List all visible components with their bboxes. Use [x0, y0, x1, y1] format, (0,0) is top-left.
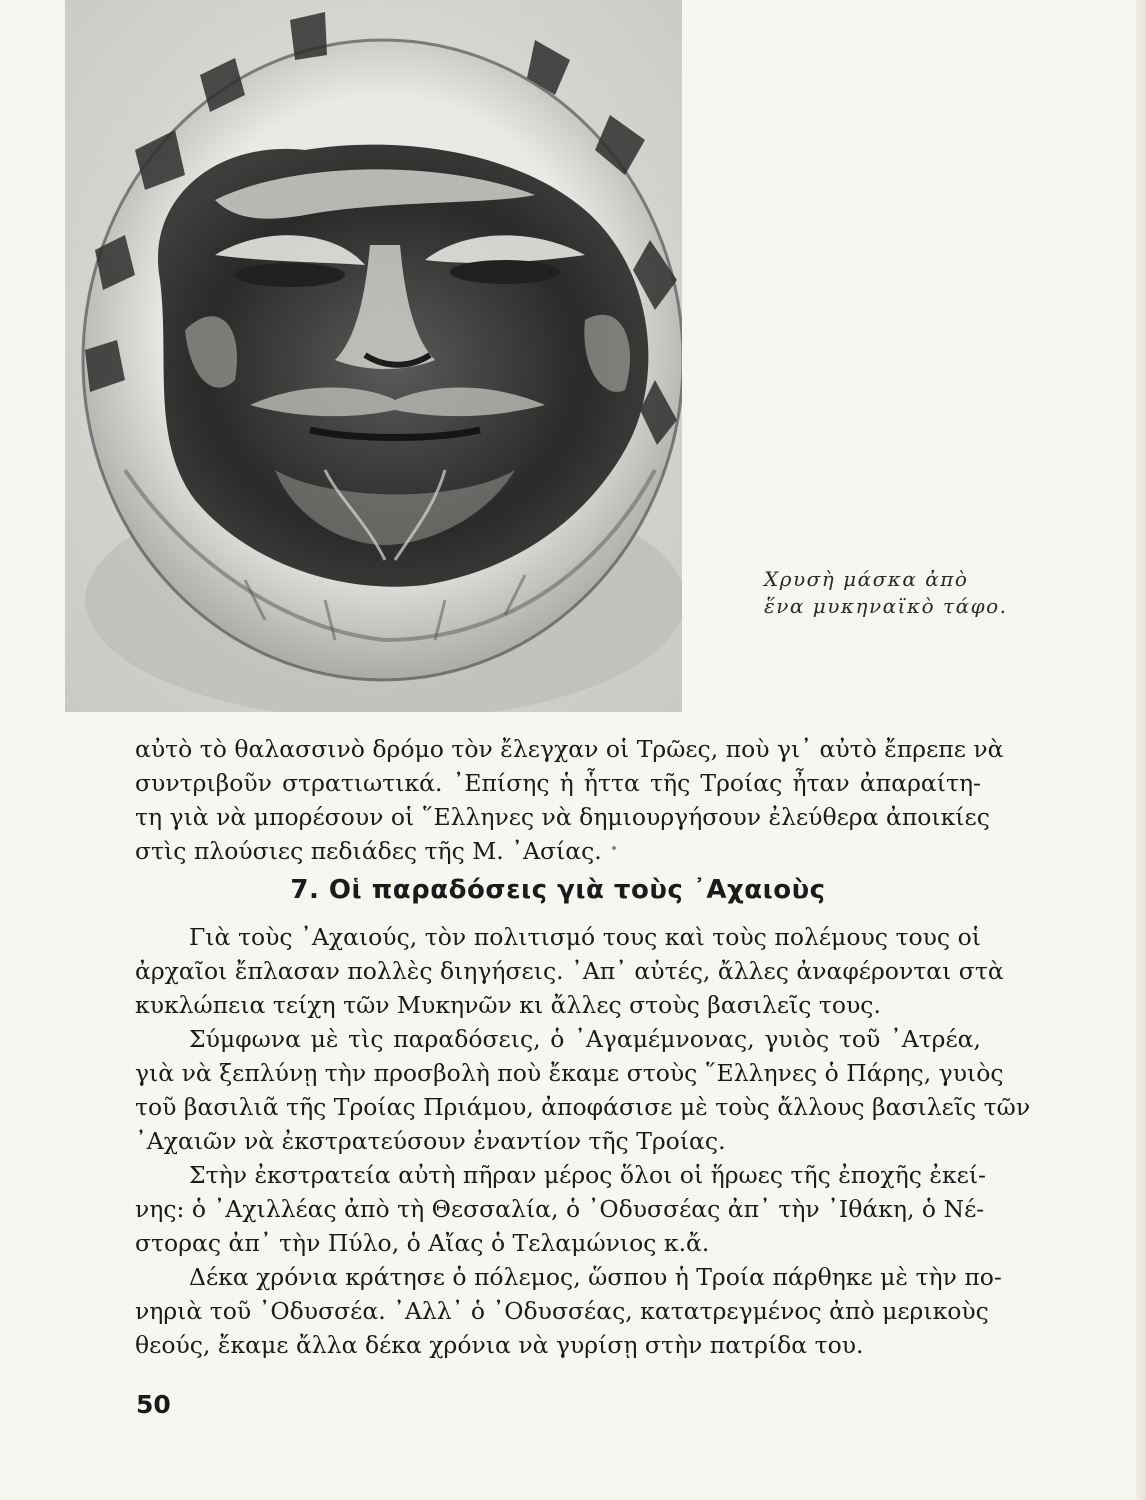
text-line: θεούς, ἔκαμε ἄλλα δέκα χρόνια νὰ γυρίσῃ στὴν πατρίδα του.: [135, 1331, 864, 1359]
text-line: ᾿Αχαιῶν νὰ ἐκστρατεύσουν ἐναντίον τῆς Τροίας.: [135, 1127, 726, 1155]
text-line: τοῦ βασιλιᾶ τῆς Τροίας Πριάμου, ἀποφάσισε μὲ τοὺς ἄλλους βασιλεῖς τῶν: [135, 1093, 1031, 1121]
page-number: 50: [136, 1390, 171, 1419]
text-line: Γιὰ τοὺς ᾿Αχαιούς, τὸν πολιτισμό τους καὶ τοὺς πολέμους τους οἱ: [189, 923, 981, 951]
section-body: [135, 920, 1031, 1362]
text-line: στορας ἀπ᾿ τὴν Πύλο, ὁ Αἴας ὁ Τελαμώνιος κ.ἄ.: [135, 1229, 710, 1257]
text-line: κυκλώπεια τείχη τῶν Μυκηνῶν κι ἄλλες στοὺς βασιλεῖς τους.: [135, 991, 881, 1019]
text-line: αὐτὸ τὸ θαλασσινὸ δρόμο τὸν ἔλεγχαν οἱ Τρῶες, ποὺ γι᾿ αὐτὸ ἔπρεπε νὰ: [135, 735, 1004, 763]
caption-line: Χρυσὴ μάσκα ἀπὸ: [764, 567, 969, 591]
text-line: γιὰ νὰ ξεπλύνῃ τὴν προσβολὴ ποὺ ἔκαμε στοὺς ῞Ελληνες ὁ Πάρης, γυιὸς: [135, 1059, 1004, 1087]
page-edge: [1136, 0, 1146, 1500]
text-line: ἀρχαῖοι ἔπλασαν πολλὲς διηγήσεις. ᾿Απ᾿ αὐτές, ἄλλες ἀναφέρονται στὰ: [135, 957, 1004, 985]
text-line: νης: ὁ ᾿Αχιλλέας ἀπὸ τὴ Θεσσαλία, ὁ ᾿Οδυσσέας ἀπ᾿ τὴν ᾿Ιθάκη, ὁ Νέ-: [135, 1195, 985, 1223]
text-line: Σύμφωνα μὲ τὶς παραδόσεις, ὁ ᾿Αγαμέμνονας, γυιὸς τοῦ ᾿Ατρέα,: [189, 1025, 981, 1053]
caption-line: ἕνα μυκηναϊκὸ τάφο.: [764, 594, 1008, 618]
print-speck: [612, 846, 616, 850]
paragraph: [135, 1022, 1031, 1158]
paragraph: [135, 1260, 1002, 1362]
intro-paragraph: [135, 732, 1004, 868]
text-line: Στὴν ἐκστρατεία αὐτὴ πῆραν μέρος ὅλοι οἱ ἥρωες τῆς ἐποχῆς ἐκεί-: [189, 1161, 986, 1189]
text-line: τη γιὰ νὰ μπορέσουν οἱ ῞Ελληνες νὰ δημιουργήσουν ἐλεύθερα ἀποικίες: [135, 803, 990, 831]
text-line: νηριὰ τοῦ ᾿Οδυσσέα. ᾿Αλλ᾿ ὁ ᾿Οδυσσέας, κατατρεγμένος ἀπὸ μερικοὺς: [135, 1297, 989, 1325]
text-line: στὶς πλούσιες πεδιάδες τῆς Μ. ᾿Ασίας.: [135, 837, 602, 865]
paragraph: [135, 1158, 986, 1260]
section-heading: 7. Οἱ παραδόσεις γιὰ τοὺς ᾿Αχαιοὺς: [290, 875, 826, 905]
text-line: Δέκα χρόνια κράτησε ὁ πόλεμος, ὥσπου ἡ Τροία πάρθηκε μὲ τὴν πο-: [189, 1263, 1002, 1291]
text-line: συντριβοῦν στρατιωτικά. ᾿Επίσης ἡ ἧττα τῆς Τροίας ἦταν ἀπαραίτη-: [135, 769, 981, 797]
gold-mask-photo: [65, 0, 682, 712]
paragraph: [135, 920, 1004, 1022]
figure-caption: [764, 566, 1008, 620]
